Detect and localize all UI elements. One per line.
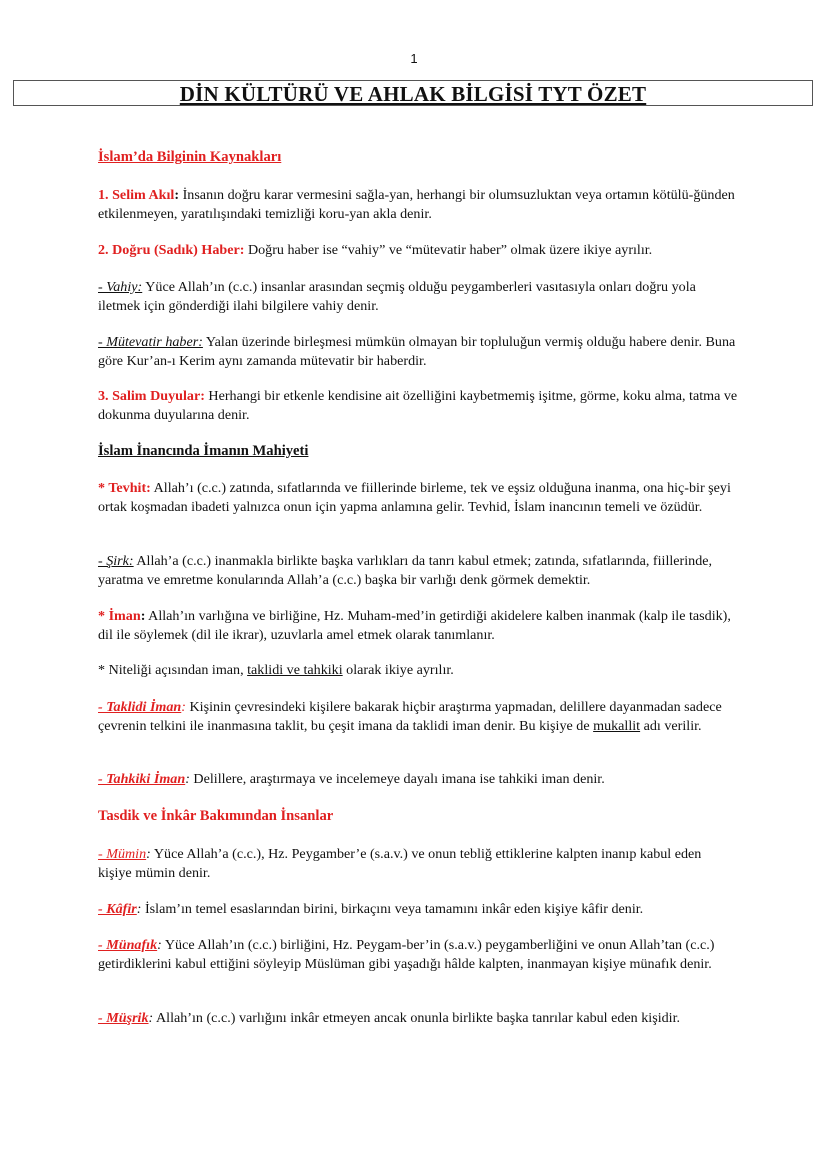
- paragraph-text: Allah’ın (c.c.) varlığını inkâr etmeyen ancak onunla birlikte başka tanrılar kabul eden kişidir.: [153, 1010, 681, 1026]
- term-label: 1. Selim Akıl: [98, 187, 175, 203]
- paragraph-text: Yüce Allah’ın (c.c.) insanlar arasından seçmiş olduğu peygamberleri vasıtasıyla onları doğru yola iletmek için gönderdiği ilahi bilgilere vahiy denir.: [98, 279, 696, 314]
- paragraph-musrik: [98, 1009, 738, 1028]
- paragraph-text: Delillere, araştırmaya ve incelemeye dayalı imana ise tahkiki iman denir.: [189, 771, 605, 787]
- term-label: - Taklidi İman: [98, 699, 182, 715]
- term-colon: :: [181, 699, 186, 715]
- term-label: - Müşrik: [98, 1010, 149, 1026]
- paragraph-text: İnsanın doğru karar vermesini sağla-yan, herhangi bir olumsuzluktan veya ortamın kötülü-ğünden etkilenmeyen, yaratılışındaki temizliği koru-yan akla denir.: [98, 187, 735, 222]
- section-heading-iman: İslam İnancında İmanın Mahiyeti: [98, 443, 309, 459]
- paragraph-munafik: [98, 936, 738, 973]
- page-title: DİN KÜLTÜRÜ VE AHLAK BİLGİSİ TYT ÖZET: [179, 82, 647, 106]
- paragraph-text: Allah’a (c.c.) inanmakla birlikte başka varlıkları da tanrı kabul etmek; zatında, sıfatlarında, fiillerinde, yaratma ve emretme konularında Allah’a (c.c.) başka bir varlığı denk görmek demektir.: [98, 553, 713, 588]
- paragraph-text: İslam’ın temel esaslarından birini, birkaçını veya tamamını inkâr eden kişiye kâfir denir.: [141, 901, 644, 917]
- term-colon: :: [185, 771, 190, 787]
- paragraph-text: Allah’ın varlığına ve birliğine, Hz. Muham-med’in getirdiği akidelere kalben inanmak (kalp ile tasdik), dil ile söylemek (dil ile ikrar), uzuvlarla amel etmek olarak tanımlanır.: [98, 608, 731, 643]
- paragraph-iman-nitelik: [98, 661, 738, 680]
- term-label: - Şirk:: [98, 553, 134, 569]
- term-label: * Tevhit:: [98, 480, 151, 496]
- term-label: - Vahiy:: [98, 279, 143, 295]
- paragraph-vahiy: [98, 278, 738, 315]
- term-colon: :: [146, 846, 151, 862]
- paragraph-text: Doğru haber ise “vahiy” ve “mütevatir haber” olmak üzere ikiye ayrılır.: [244, 242, 653, 258]
- term-label: * İman: [98, 608, 141, 624]
- paragraph-text: Yüce Allah’ın (c.c.) birliğini, Hz. Peygam-ber’in (s.a.v.) peygamberliğini ve onun Allah’tan (c.c.) getirdiklerini kabul ettiğini söyleyip Müslüman gibi yaşadığı hâlde kalpten, inanmayan kişiye münafık denir.: [98, 937, 715, 972]
- term-label: - Münafık: [98, 937, 158, 953]
- paragraph-tahkiki-iman: [98, 770, 738, 789]
- paragraph-dogru-haber: [98, 241, 738, 260]
- term-label: - Mümin: [98, 846, 147, 862]
- paragraph-taklidi-iman: [98, 698, 738, 735]
- paragraph-selim-akil: [98, 186, 738, 223]
- term-colon: :: [174, 187, 180, 203]
- underlined-term: taklidi ve tahkiki: [247, 662, 343, 678]
- paragraph-text: * Niteliği açısından iman,: [98, 662, 248, 678]
- term-colon: :: [157, 937, 162, 953]
- paragraph-text: Yalan üzerinde birleşmesi mümkün olmayan bir topluluğun vermiş olduğu habere denir. Buna göre Kur’an-ı Kerim aynı zamanda mütevatir bir haberdir.: [98, 334, 736, 369]
- paragraph-salim-duyular: [98, 387, 738, 424]
- term-colon: :: [148, 1010, 154, 1026]
- page-number: 1: [410, 51, 418, 66]
- paragraph-text: Kişinin çevresindeki kişilere bakarak hiçbir araştırma yapmadan, delillere dayanmadan sadece çevrenin telkini ile inanmasına taklit, bu çeşit imana da taklidi iman denir. Bu kişiye de: [98, 699, 722, 734]
- term-colon: :: [136, 901, 142, 917]
- paragraph-text: Herhangi bir etkenle kendisine ait özelliğini kaybetmemiş işitme, görme, koku alma, tatma ve dokunma duyularına denir.: [98, 388, 738, 423]
- paragraph-text: olarak ikiye ayrılır.: [342, 662, 454, 678]
- paragraph-text: adı verilir.: [640, 717, 702, 734]
- term-label: - Kâfir: [98, 901, 137, 917]
- term-colon: :: [140, 608, 146, 624]
- title-box: [13, 80, 813, 106]
- section-heading-tasdik: Tasdik ve İnkâr Bakımından İnsanlar: [98, 808, 334, 824]
- paragraph-text: Yüce Allah’a (c.c.), Hz. Peygamber’e (s.a.v.) ve onun tebliğ ettiklerine kalpten inanıp kabul eden kişiye mümin denir.: [98, 846, 702, 881]
- term-label: - Mütevatir haber:: [98, 334, 203, 350]
- paragraph-kafir: [98, 900, 738, 919]
- paragraph-mutevatir: [98, 333, 738, 370]
- term-label: - Tahkiki İman: [98, 771, 186, 787]
- paragraph-sirk: [98, 552, 738, 589]
- term-label: 3. Salim Duyular:: [98, 388, 205, 404]
- paragraph-text: Allah’ı (c.c.) zatında, sıfatlarında ve fiillerinde birleme, tek ve eşsiz olduğuna inanma, ona hiç-bir şeyi ortak koşmadan ibadeti yalnızca onun için yapma anlamına gelir. Tevhid, İslam inancının temeli ve özüdür.: [98, 480, 731, 515]
- paragraph-tevhit: [98, 479, 738, 516]
- term-label: 2. Doğru (Sadık) Haber:: [98, 242, 245, 258]
- underlined-term: mukallit: [593, 717, 641, 734]
- paragraph-iman: [98, 607, 738, 644]
- section-heading-sources: İslam’da Bilginin Kaynakları: [98, 149, 282, 165]
- paragraph-mumin: [98, 845, 738, 882]
